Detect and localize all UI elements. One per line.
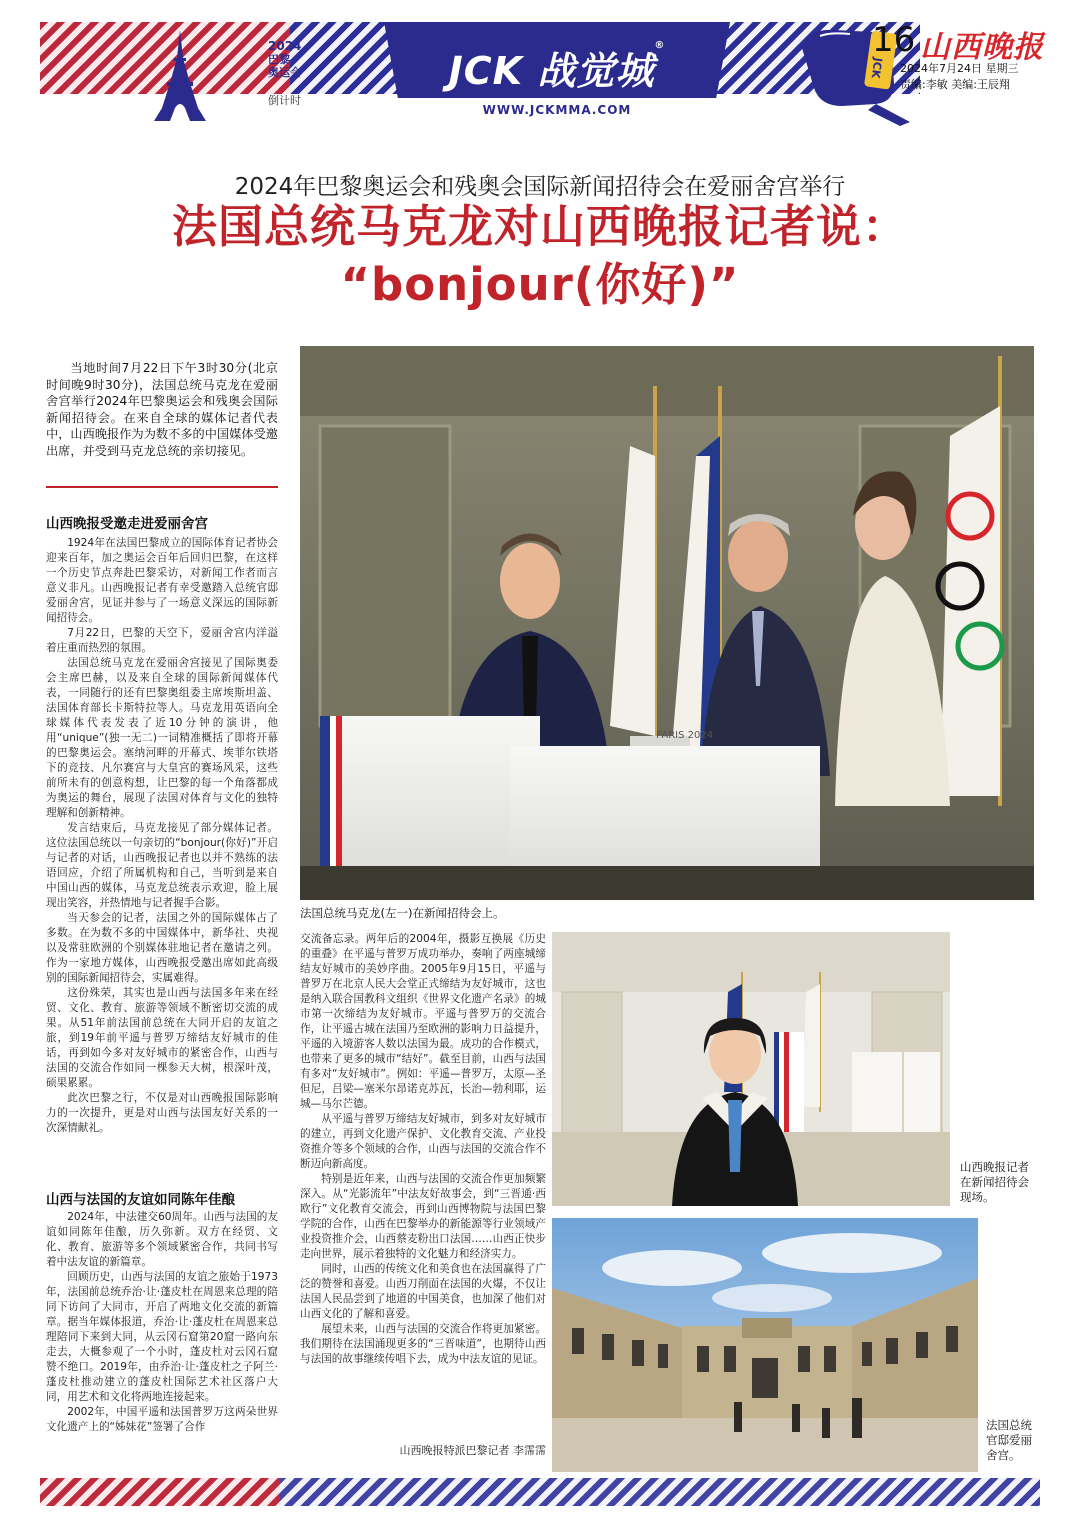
podium-sign: PARIS 2024 xyxy=(656,730,714,741)
article-lead: 当地时间7月22日下午3时30分(北京时间晚9时30分)，法国总统马克龙在爱丽舍宫举行2024年巴黎奥运会和残奥会国际新闻招待会。在来自全球的媒体记者代表中，山西晚报作为为数不多的中国媒体受邀出席，并受到马克龙总统的亲切接见。 xyxy=(46,361,278,458)
headline-line-2: “bonjour(你好)” xyxy=(340,258,740,311)
brand-name: JCK 战觉城 xyxy=(448,49,655,93)
paragraph: 发言结束后，马克龙接见了部分媒体记者。这位法国总统以一句亲切的“bonjour(你好)”开启与记者的对话，山西晚报记者也以并不熟练的法语回应，介绍了所属机构和自己，当听到是来自中国山西的媒体，马克龙总统表示欢迎，脸上展现出笑容，并热情地与记者握手合影。 xyxy=(46,822,278,909)
issue-date: 2024年7月24日 星期三 xyxy=(900,62,1019,75)
olympic-games: 奥运会 xyxy=(268,66,301,79)
editor-credits: 责编:李敏 美编:王辰翔 xyxy=(900,78,1010,91)
olympic-year: 2024 xyxy=(268,39,302,53)
paragraph: 2002年，中国平遥和法国普罗万这两朵世界文化遗产上的“姊妹花”签署了合作 xyxy=(46,1406,278,1433)
paragraph: 回顾历史，山西与法国的友谊之旅始于1973年，法国前总统乔治·让·蓬皮杜在周恩来总理的陪同下访问了大同市，开启了两地文化交流的新篇章。据当年媒体报道，乔治·让·蓬皮杜在周恩来总理陪同下来到大同，从云冈石窟第20窟一路向东走去，大概参观了一个小时，蓬皮杜对云冈石窟赞不绝口。2019年，由乔治·让·蓬皮杜之子阿兰·蓬皮杜推动建立的蓬皮杜国际艺术社区落户大同，用艺术和文化将两地连接起来。 xyxy=(46,1271,278,1403)
brand-url[interactable]: WWW.JCKMMA.COM xyxy=(482,103,632,117)
svg-text:JCK: JCK xyxy=(868,56,885,80)
olympic-badge xyxy=(268,40,322,100)
paragraph: 这份殊荣，其实也是山西与法国多年来在经贸、文化、教育、旅游等领域不断密切交流的成果。从51年前法国前总统在大同开启的友谊之旅，到19年前平遥与普罗万缔结友好城市的佳话，再到如今多对友好城市的紧密合作，山西与法国的交流合作如同一棵参天大树，根深叶茂，硕果累累。 xyxy=(46,987,278,1089)
page-number: 16 xyxy=(872,20,916,60)
press-conference-illustration xyxy=(300,346,1034,900)
elysee-palace-photo xyxy=(552,1218,978,1472)
lead-divider xyxy=(46,486,278,488)
middle-column-body xyxy=(300,932,546,1456)
page-header xyxy=(0,0,1080,130)
main-photo-caption: 法国总统马克龙(左一)在新闻招待会上。 xyxy=(300,906,505,920)
main-photo-press-conference xyxy=(300,346,1034,900)
section-2-body xyxy=(46,1210,278,1472)
article-kicker: 2024年巴黎奥运会和残奥会国际新闻招待会在爱丽舍宫举行 xyxy=(234,174,846,200)
paragraph: 交流备忘录。两年后的2004年，摄影互换展《历史的重叠》在平遥与普罗万成功举办，奏响了两座城缔结友好城市的美妙序曲。2005年9月15日，平遥与普罗万在北京人民大会堂正式缔结为友好城市，这也是纳入联合国教科文组织《世界文化遗产名录》的城市第一次缔结为友好城市。平遥与普罗万的交流合作，让平遥古城在法国乃至欧洲的影响力日益提升，平遥的入境游客人数以法国为最。成功的合作模式，也带来了更多的城市“结好”。截至目前，山西与法国有多对“友好城市”。例如：平遥—普罗万，太原—圣但尼，吕梁—塞米尔昂诺克苏瓦，长治—勃利耶，运城—马尔芒德。 xyxy=(300,933,546,1110)
brand-registered-mark: ® xyxy=(654,40,666,51)
reporter-photo xyxy=(552,932,950,1206)
paragraph: 2024年，中法建交60周年。山西与法国的友谊如同陈年佳酿，历久弥新。双方在经贸、文化、教育、旅游等多个领域紧密合作，共同书写着中法友谊的新篇章。 xyxy=(46,1211,278,1268)
palace-illustration xyxy=(552,1218,978,1472)
palace-photo-caption: 法国总统官邸爱丽舍宫。 xyxy=(986,1418,1032,1462)
section-heading-1: 山西晚报受邀走进爱丽舍宫 xyxy=(46,516,208,532)
newspaper-masthead: 山西晚报 xyxy=(920,30,1044,65)
paragraph: 展望未来，山西与法国的交流合作将更加紧密。我们期待在法国涌现更多的“三晋味道”，也期待山西与法国的故事继续传唱下去，成为中法友谊的见证。 xyxy=(300,1323,546,1365)
paragraph: 法国总统马克龙在爱丽舍宫接见了国际奥委会主席巴赫，以及来自全球的国际新闻媒体代表，一同随行的还有巴黎奥组委主席埃斯坦盖、法国体育部长卡斯特拉等人。马克龙用英语向全球媒体代表发表了近10分钟的演讲，他用“unique”(独一无二)一词精准概括了即将开幕的巴黎奥运会。塞纳河畔的开幕式、埃菲尔铁塔下的竞技、凡尔赛宫与大皇宫的赛场风采，这些前所未有的创意构想，让巴黎的每一个角落都成为奥运的舞台，展现了法国对体育与文化的独特理解和创新精神。 xyxy=(46,657,278,819)
brand-logo xyxy=(384,40,730,95)
footer-stripe-red xyxy=(40,1478,280,1506)
olympic-city: 巴黎 xyxy=(268,53,290,66)
paragraph: 从平遥与普罗万缔结友好城市，到多对友好城市的建立，再到文化遗产保护、文化教育交流、产业投资推介等多个领域的合作，山西与法国的交流合作不断迈向新高度。 xyxy=(300,1113,546,1170)
section-1-body xyxy=(46,536,278,1186)
countdown-label: 倒计时 xyxy=(268,94,301,107)
paragraph: 当天参会的记者，法国之外的国际媒体占了多数。在为数不多的中国媒体中，新华社、央视以及常驻欧洲的个别媒体驻地记者在邀请之列。作为一家地方媒体，山西晚报受邀出席如此高级别的国际新闻招待会，实属难得。 xyxy=(46,912,278,984)
headline-line-1: 法国总统马克龙对山西晚报记者说： xyxy=(171,200,908,253)
paragraph: 此次巴黎之行，不仅是对山西晚报国际影响力的一次提升，更是对山西与法国友好关系的一次深情献礼。 xyxy=(46,1092,278,1134)
article-headline xyxy=(0,198,1080,314)
reporter-illustration xyxy=(552,932,950,1206)
byline: 山西晚报特派巴黎记者 李霈霈 xyxy=(399,1444,546,1457)
paragraph: 特别是近年来，山西与法国的交流合作更加频繁深入。从“光影流年”中法友好故事会，到“三晋通·西欧行”文化教育交流会，再到山西博物院与法国巴黎学院的合作，山西在巴黎举办的新能源等行业领域产业投资推介会，山西蔡麦粉出口法国……山西正快步走向世界，展示着独特的文化魅力和经济实力。 xyxy=(300,1173,546,1260)
eiffel-tower-icon xyxy=(150,28,210,123)
section-heading-2: 山西与法国的友谊如同陈年佳酿 xyxy=(46,1192,235,1208)
reporter-photo-caption: 山西晚报记者在新闻招待会现场。 xyxy=(960,1160,1029,1204)
paragraph: 同时，山西的传统文化和美食也在法国赢得了广泛的赞誉和喜爱。山西刀削面在法国的火爆，不仅让法国人民品尝到了地道的中国美食，也加深了他们对山西文化的了解和喜爱。 xyxy=(300,1263,546,1320)
paragraph: 1924年在法国巴黎成立的国际体育记者协会迎来百年，加之奥运会百年后回归巴黎，在这样一个历史节点奔赴巴黎采访，对新闻工作者而言意义非凡。山西晚报记者有幸受邀踏入总统官邸爱丽舍宫，见证并参与了一场意义深远的国际新闻招待会。 xyxy=(46,537,278,624)
paragraph: 7月22日，巴黎的天空下，爱丽舍宫内洋溢着庄重而热烈的氛围。 xyxy=(46,627,278,654)
